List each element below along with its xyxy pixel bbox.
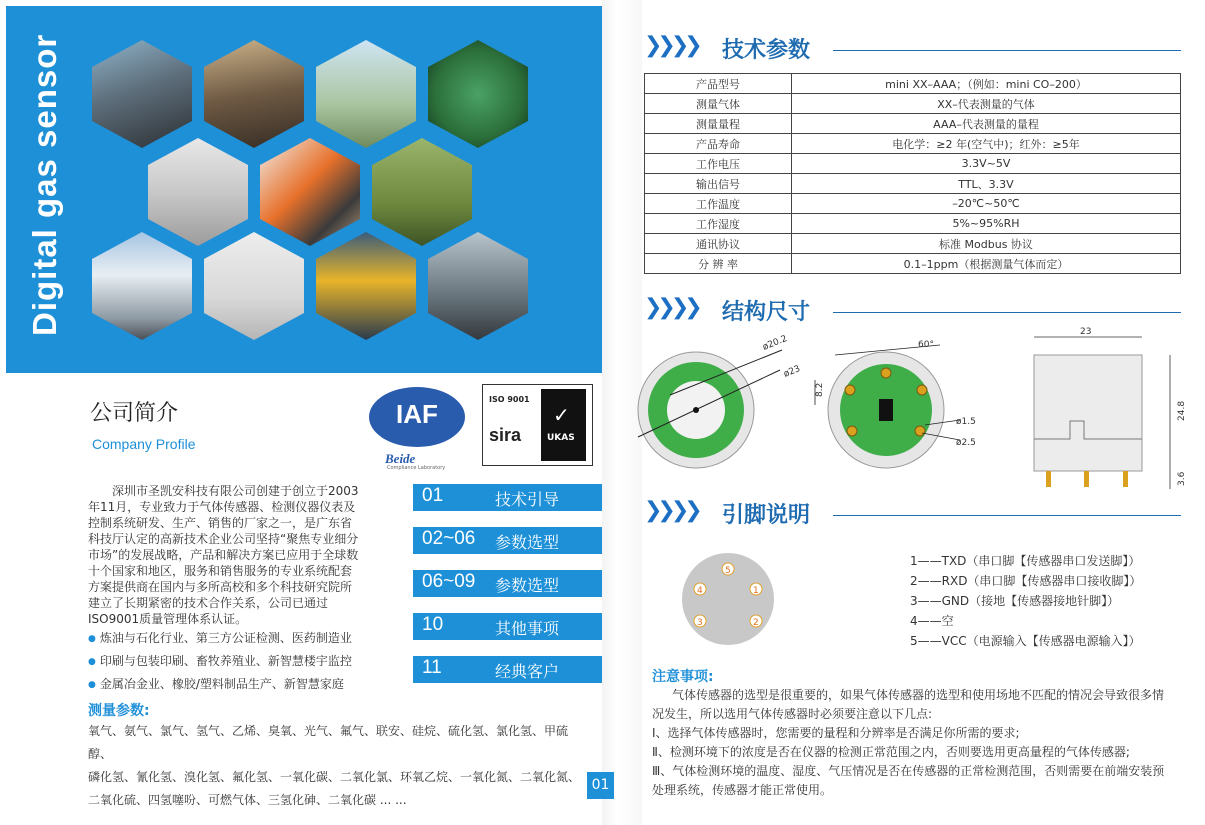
table-row bbox=[645, 174, 1181, 194]
table-row bbox=[645, 154, 1181, 174]
table-row bbox=[645, 114, 1181, 134]
notes-item: Ⅰ、选择气体传感器时，您需要的量程和分辨率是否满足你所需的要求; bbox=[652, 726, 1020, 740]
iaf-logo-text: IAF bbox=[396, 399, 438, 429]
industry-item: ● 炼油与石化行业、第三方公证检测、医药制造业 bbox=[88, 628, 388, 651]
hero-banner bbox=[6, 6, 602, 373]
spec-value: XX–代表测量的气体 bbox=[792, 94, 1181, 114]
pin-list bbox=[910, 551, 1141, 651]
toc-label: 经典客户 bbox=[495, 662, 560, 681]
industry-item: ● 金属冶金业、橡胶/塑料制品生产、新智慧家庭 bbox=[88, 674, 388, 697]
spec-key: 测量量程 bbox=[645, 114, 792, 134]
dim-h248: 24.8 bbox=[1177, 400, 1187, 421]
beide-subtitle: Compliance Laboratory bbox=[387, 465, 446, 471]
toc-num: 01 bbox=[422, 485, 444, 506]
vertical-title: Digital gas sensor bbox=[26, 33, 63, 336]
photo-field-workers bbox=[316, 40, 416, 148]
chevron-arrows-icon: ❯❯❯❯ bbox=[644, 498, 698, 523]
photo-circuit-board bbox=[428, 40, 528, 148]
spec-key: 工作电压 bbox=[645, 154, 792, 174]
pin-item: 4——空 bbox=[910, 614, 954, 628]
toc-num: 02~06 bbox=[422, 528, 476, 549]
spec-key: 测量气体 bbox=[645, 94, 792, 114]
structure-title: 结构尺寸 bbox=[722, 300, 811, 325]
toc-label: 参数选型 bbox=[495, 533, 560, 552]
toc-item-other[interactable] bbox=[413, 613, 602, 640]
spec-key: 工作温度 bbox=[645, 194, 792, 214]
structure-drawing bbox=[630, 325, 1190, 500]
pin-diagram bbox=[678, 549, 778, 649]
page-number: 01 bbox=[587, 772, 614, 799]
gas-line: 磷化氢、氰化氢、溴化氢、氟化氢、一氧化碳、二氧化氯、环氧乙烷、一氧化氮、二氧化氮、 bbox=[88, 770, 581, 784]
pin-label: 4 bbox=[697, 586, 703, 596]
pin-label: 3 bbox=[697, 618, 703, 628]
toc-item-params-1[interactable] bbox=[413, 527, 602, 554]
pin-item: 1——TXD（串口脚【传感器串口发送脚】） bbox=[910, 554, 1141, 568]
pin-item: 2——RXD（串口脚【传感器串口接收脚】） bbox=[910, 574, 1142, 588]
photo-handheld-detector bbox=[260, 138, 360, 246]
toc-num: 10 bbox=[422, 614, 444, 635]
table-row bbox=[645, 234, 1181, 254]
pin-label: 5 bbox=[725, 566, 731, 576]
spec-value: AAA–代表测量的量程 bbox=[792, 114, 1181, 134]
table-row bbox=[645, 254, 1181, 274]
toc-item-tech[interactable] bbox=[413, 484, 602, 511]
divider bbox=[833, 50, 1181, 51]
notes-lead: 气体传感器的选型是很重要的，如果气体传感器的选型和使用场地不匹配的情况会导致很多情况发生，所以选用气体传感器时必须要注意以下几点: bbox=[652, 688, 1165, 721]
gas-line: 氧气、氨气、氯气、氢气、乙烯、臭氧、光气、氟气、联安、硅烷、硫化氢、氯化氢、甲硫醇、 bbox=[88, 724, 569, 761]
sensor-bottom-view bbox=[815, 345, 960, 468]
pins-title: 引脚说明 bbox=[722, 503, 811, 528]
photo-control-room bbox=[204, 232, 304, 340]
spec-key: 工作湿度 bbox=[645, 214, 792, 234]
pin-item: 5——VCC（电源输入【传感器电源输入】） bbox=[910, 634, 1141, 648]
photo-pipeline-tech bbox=[428, 232, 528, 340]
dim-w23: 23 bbox=[1080, 327, 1092, 337]
dim-d25: ø2.5 bbox=[956, 438, 976, 448]
crown-check-icon: ✓ bbox=[553, 403, 570, 427]
dim-d23: ø23 bbox=[782, 364, 802, 380]
toc-num: 11 bbox=[422, 657, 442, 678]
chevron-arrows-icon: ❯❯❯❯ bbox=[644, 33, 698, 58]
toc-num: 06~09 bbox=[422, 571, 476, 592]
table-row bbox=[645, 94, 1181, 114]
spec-key: 产品型号 bbox=[645, 74, 792, 94]
photo-workshop bbox=[204, 40, 304, 148]
spec-value: 电化学：≥2 年(空气中)；红外：≥5年 bbox=[792, 134, 1181, 154]
sira-label: sira bbox=[489, 425, 522, 445]
spec-table bbox=[644, 73, 1181, 274]
divider bbox=[833, 312, 1181, 313]
toc-label: 其他事项 bbox=[495, 619, 560, 638]
toc-label: 参数选型 bbox=[495, 576, 560, 595]
spec-value: 5%~95%RH bbox=[792, 214, 1181, 234]
photo-technician bbox=[316, 232, 416, 340]
dim-h36: 3.6 bbox=[1177, 471, 1187, 486]
gas-line: 二氧化硫、四氢噻吩、可燃气体、三氢化砷、二氧化碳 ... ... bbox=[88, 793, 407, 807]
pin-item: 3——GND（接地【传感器接地针脚】） bbox=[910, 594, 1120, 608]
spec-value: 3.3V~5V bbox=[792, 154, 1181, 174]
spec-value: –20℃~50℃ bbox=[792, 194, 1181, 214]
photo-chimney-smoke bbox=[92, 232, 192, 340]
dim-angle: 60° bbox=[918, 340, 934, 350]
toc-item-params-2[interactable] bbox=[413, 570, 602, 597]
toc-item-clients[interactable] bbox=[413, 656, 602, 683]
table-row bbox=[645, 194, 1181, 214]
dim-h82: 8.2 bbox=[815, 382, 825, 397]
spec-value: 0.1–1ppm（根据测量气体而定） bbox=[792, 254, 1181, 274]
notes-body bbox=[652, 686, 1172, 800]
beide-logo: Beide bbox=[385, 451, 416, 466]
spec-value: TTL、3.3V bbox=[792, 174, 1181, 194]
ukas-mark bbox=[541, 389, 586, 461]
sensor-top-view bbox=[638, 350, 782, 468]
spec-key: 分 辨 率 bbox=[645, 254, 792, 274]
dim-d15: ø1.5 bbox=[956, 417, 976, 427]
pin-label: 2 bbox=[753, 618, 759, 628]
industry-list bbox=[88, 628, 388, 697]
measurement-gases bbox=[88, 720, 588, 812]
spec-key: 产品寿命 bbox=[645, 134, 792, 154]
spec-title: 技术参数 bbox=[722, 38, 811, 63]
iso-sira-ukas-logo bbox=[482, 384, 593, 466]
photo-drone bbox=[372, 138, 472, 246]
iso-label: ISO 9001 bbox=[489, 395, 530, 404]
notes-title: 注意事项: bbox=[652, 669, 714, 685]
toc-label: 技术引导 bbox=[495, 490, 560, 509]
notes-item: Ⅲ、气体检测环境的温度、湿度、气压情况是否在传感器的正常检测范围，否则需要在前端安装预处理系统，传感器才能正常使用。 bbox=[652, 764, 1165, 797]
sensor-side-view bbox=[1034, 337, 1170, 489]
spec-key: 输出信号 bbox=[645, 174, 792, 194]
dim-d20: ø20.2 bbox=[761, 333, 789, 353]
spec-value: 标准 Modbus 协议 bbox=[792, 234, 1181, 254]
notes-item: Ⅱ、检测环境下的浓度是否在仪器的检测正常范围之内，否则要选用更高量程的气体传感器; bbox=[652, 745, 1130, 759]
spec-key: 通讯协议 bbox=[645, 234, 792, 254]
table-row bbox=[645, 74, 1181, 94]
spec-value: mini XX–AAA；（例如：mini CO–200） bbox=[792, 74, 1181, 94]
photo-refinery bbox=[92, 40, 192, 148]
divider bbox=[833, 515, 1181, 516]
company-intro: 深圳市圣凯安科技有限公司创建于创立于2003年11月，专业致力于气体传感器、检测仪器仪表及控制系统研发、生产、销售的厂家之一，是广东省科技厅认定的高新技术企业公司坚持“聚焦专业细分市场”的发展战略，产品和解决方案已应用于全球数十个国家和地区，服务和销售服务的专业系统配套方案提供商在国内与多所高校和多个科技研究院所建立了长期紧密的技术合作关系，公司已通过ISO9001质量管理体系认证。 bbox=[88, 484, 359, 626]
measurement-title: 测量参数: bbox=[88, 703, 150, 719]
pin-label: 1 bbox=[753, 586, 759, 596]
photo-lab-cabinets bbox=[148, 138, 248, 246]
table-row bbox=[645, 134, 1181, 154]
company-title-en: Company Profile bbox=[92, 436, 196, 452]
company-title-cn: 公司简介 bbox=[90, 401, 179, 426]
industry-item: ● 印刷与包装印刷、畜牧养殖业、新智慧楼宇监控 bbox=[88, 651, 388, 674]
ukas-label: UKAS bbox=[547, 433, 575, 443]
table-row bbox=[645, 214, 1181, 234]
chevron-arrows-icon: ❯❯❯❯ bbox=[644, 295, 698, 320]
